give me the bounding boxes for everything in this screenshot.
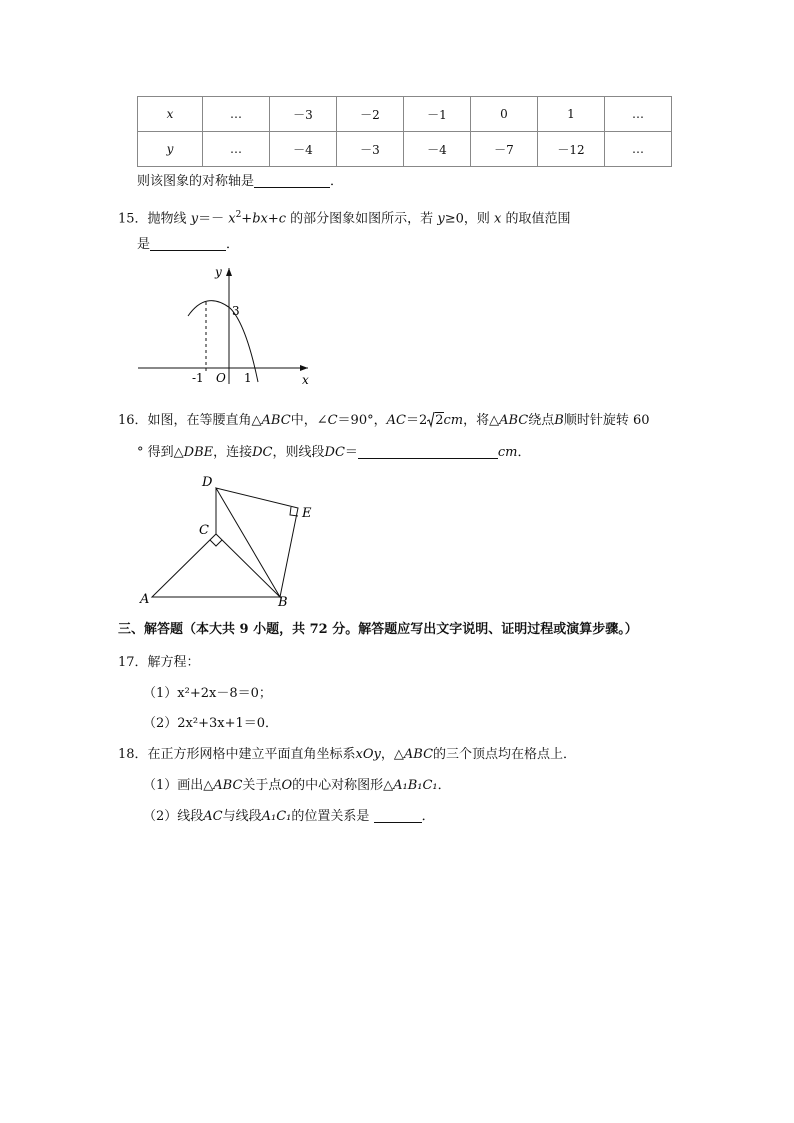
q18-text: 的中心对称图形△ [292, 778, 394, 793]
question-number: 15． [118, 211, 148, 227]
q14-tail-text: 则该图象的对称轴是 [137, 174, 255, 189]
part-number: （2） [143, 716, 178, 731]
vertex-e: E [302, 506, 312, 521]
q16-text: ＝ [344, 445, 358, 460]
q17-part1 [143, 684, 272, 704]
q16-text: ，连接 [213, 445, 253, 460]
q16-sqrt-value: 2 [435, 413, 444, 428]
triangle-abc [152, 534, 280, 597]
q16-text: ，将△ [463, 413, 500, 428]
sqrt-sign-icon [428, 411, 443, 431]
table-row [138, 132, 672, 167]
q18-part1 [143, 776, 451, 796]
q16-dc: DC [324, 445, 345, 460]
q16-text: 绕点 [528, 413, 555, 428]
q16-text: ＝90°， [337, 413, 387, 428]
q15-cond-var: y [437, 211, 445, 227]
y-axis-arrow-icon [226, 268, 232, 276]
q18-xoy: xOy [355, 747, 381, 762]
q16-text: ° 得到△ [137, 445, 184, 460]
q18-ac: AC [203, 809, 223, 824]
q16-unit: cm [443, 413, 464, 428]
vertex-d: D [202, 475, 213, 490]
table-cell: －12 [538, 132, 605, 167]
table-cell: 0 [471, 97, 538, 132]
answer-blank [150, 236, 226, 251]
table-cell: －1 [404, 97, 471, 132]
q15-var-x: x [228, 211, 236, 227]
q15-var-y: y [190, 211, 199, 227]
triangle-dbe [216, 488, 298, 597]
q15-xv: x [494, 211, 502, 227]
y-axis-label: y [215, 265, 222, 279]
q18-text: ，△ [380, 747, 404, 762]
q16-line1 [118, 411, 650, 431]
q18-abc: ABC [213, 778, 243, 793]
q18-title [118, 745, 576, 765]
answer-blank [254, 173, 330, 188]
q16-c: C [327, 413, 338, 428]
table-row [138, 97, 672, 132]
q18-o: O [281, 778, 293, 793]
q18-text: 的位置关系是 [291, 809, 370, 824]
vertex-b: B [278, 595, 288, 610]
q15-line2: 是 ． [137, 237, 240, 252]
parabola-graph [130, 262, 320, 392]
right-angle-c-icon [210, 540, 222, 546]
q17-part2 [143, 714, 278, 734]
q16-text: ，则线段 [272, 445, 325, 460]
value-table [137, 96, 672, 167]
q15-text-c: 的取值范围 [505, 211, 571, 227]
origin-label: O [216, 371, 226, 385]
q18-text: 的三个顶点均在格点上． [433, 747, 577, 762]
tick-neg-one: -1 [192, 371, 204, 385]
q18-a1c1: A₁C₁ [261, 809, 292, 824]
q14-tail: 则该图象的对称轴是 ． [137, 174, 344, 189]
x-axis-arrow-icon [300, 365, 308, 371]
table-cell: －3 [270, 97, 337, 132]
table-cell: … [203, 97, 270, 132]
q18-abc: ABC [403, 747, 434, 762]
q16-abc: ABC [261, 413, 291, 428]
vertex-c: C [199, 523, 209, 538]
q16-abc: ABC [499, 413, 529, 428]
q16-text: 顺时针旋转 60 [563, 413, 650, 428]
q15-text: 抛物线 [147, 211, 187, 227]
q16-unit: cm [497, 445, 518, 460]
q16-ac: AC [386, 413, 406, 428]
table-cell: －2 [337, 97, 404, 132]
q18-text: 与线段 [222, 809, 262, 824]
table-cell: … [605, 132, 672, 167]
triangle-figure [136, 470, 326, 610]
q16-dbe: DBE [183, 445, 214, 460]
q16-text: 如图，在等腰直角△ [147, 413, 262, 428]
q16-text: ＝2 [405, 413, 428, 428]
q18-part2: （2）线段AC与线段A₁C₁的位置关系是 ． [143, 809, 435, 824]
table-cell: －4 [270, 132, 337, 167]
q18-text: （2）线段 [143, 809, 204, 824]
q15-line2-text: 是 [137, 237, 151, 252]
q16-line2: ° 得到△DBE，连接DC，则线段DC＝ cm． [137, 445, 531, 460]
parabola-curve [188, 301, 258, 382]
q18-a1b1c1: A₁B₁C₁ [393, 778, 438, 793]
answer-blank [374, 808, 422, 823]
q16-dc: DC [252, 445, 273, 460]
table-cell: －4 [404, 132, 471, 167]
table-row-label: x [138, 97, 203, 132]
q17-eq1: x²+2x－8＝0； [177, 686, 272, 701]
part-number: （1） [143, 686, 178, 701]
table-cell: －7 [471, 132, 538, 167]
table-cell: －3 [337, 132, 404, 167]
question-number: 16． [118, 413, 148, 428]
table-cell: 1 [538, 97, 605, 132]
q17-title: 17．解方程： [118, 655, 200, 670]
q18-text: （1）画出△ [143, 778, 214, 793]
q15-text-b: 的部分图象如图所示，若 [290, 211, 434, 227]
q15-eq: ＝－ [198, 211, 225, 227]
table-cell: … [605, 97, 672, 132]
q15-line1: 15．抛物线 $y=- x^2+bx+c$ 的部分图象如图所示，若 y≥0，则 x 的取值范围 [118, 210, 571, 227]
vertex-a: A [140, 592, 150, 607]
q18-text: ． [437, 778, 451, 793]
q15-ge: ≥0，则 [444, 211, 490, 227]
q18-text: 关于点 [242, 778, 282, 793]
q16-b: B [554, 413, 564, 428]
table-cell: … [203, 132, 270, 167]
q17-eq2: 2x²+3x+1＝0． [177, 716, 279, 731]
section-heading: 三、解答题（本大共 9 小题，共 72 分。解答题应写出文字说明、证明过程或演算步骤。） [118, 622, 638, 637]
answer-blank [358, 444, 498, 459]
q15-rest: +bx+c [241, 211, 287, 227]
x-axis-label: x [302, 373, 309, 387]
q18-text: 18．在正方形网格中建立平面直角坐标系 [118, 747, 356, 762]
q16-text: 中，∠ [290, 413, 328, 428]
y-intercept-label: 3 [232, 304, 240, 318]
tick-pos-one: 1 [244, 371, 252, 385]
table-row-label: y [138, 132, 203, 167]
